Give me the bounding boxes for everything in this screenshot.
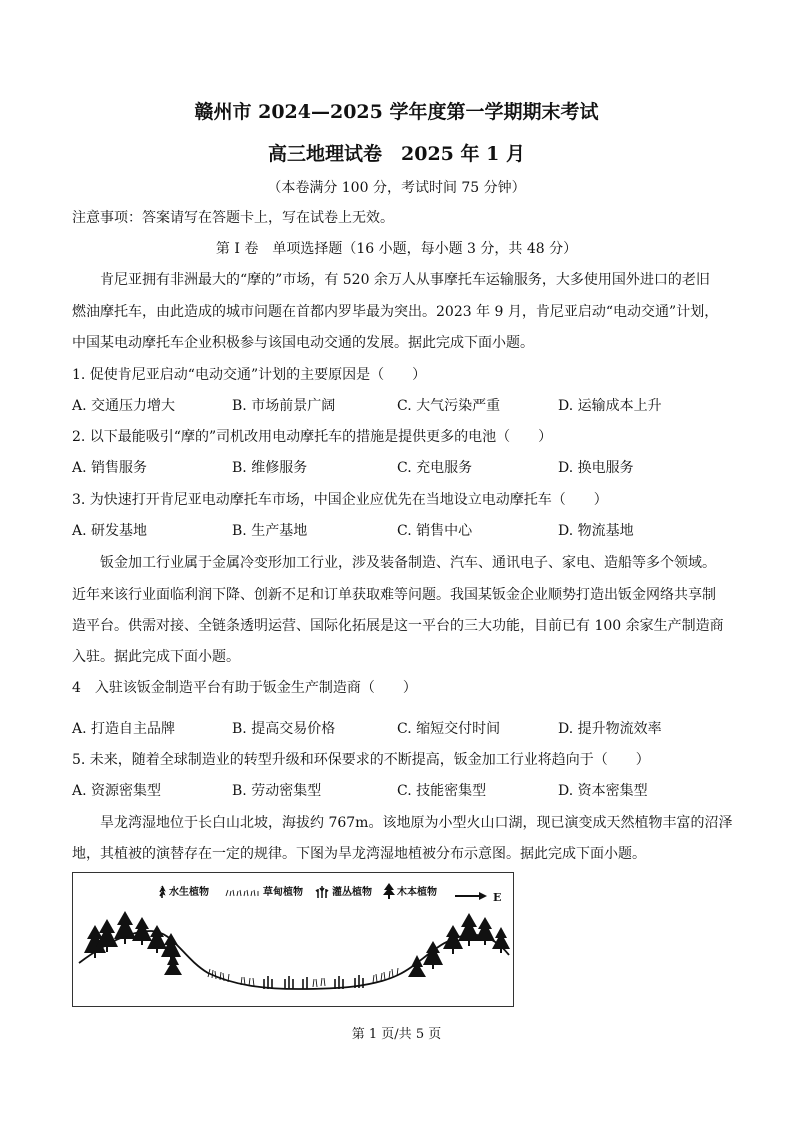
option-b: B. 市场前景广阔 (232, 398, 336, 414)
option-b: B. 劳动密集型 (232, 783, 322, 799)
option-a: A. 销售服务 (72, 460, 148, 476)
question-options (72, 521, 722, 541)
option-c: C. 缩短交付时间 (397, 721, 501, 737)
question-options (72, 458, 722, 478)
legend-tree: 木本植物 (397, 887, 437, 898)
passage1-line: 肯尼亚拥有非洲最大的“摩的”市场，有 520 余万人从事摩托车运输服务，大多使用国外进口的老旧 (100, 272, 710, 288)
passage3-line: 旱龙湾湿地位于长白山北坡，海拔约 767m。该地原为小型火山口湖，现已演变成天然植物丰富的沼泽 (100, 815, 733, 831)
legend-direction: E (493, 891, 502, 904)
legend-aquatic: 水生植物 (169, 887, 209, 898)
exam-info: （本卷满分 100 分，考试时间 75 分钟） (267, 180, 526, 196)
option-b: B. 维修服务 (232, 460, 308, 476)
valley-vegetation (73, 873, 512, 1005)
page-footer: 第 1 页/共 5 页 (351, 1027, 442, 1042)
option-d: D. 运输成本上升 (558, 398, 662, 414)
option-a: A. 资源密集型 (72, 783, 162, 799)
question-stem: 4 入驻该钣金制造平台有助于钣金生产制造商（ ） (72, 680, 417, 696)
option-d: D. 换电服务 (558, 460, 634, 476)
option-b: B. 提高交易价格 (232, 721, 336, 737)
legend-herb: 草甸植物 (263, 887, 303, 898)
wetland-vegetation-diagram (72, 872, 514, 1007)
option-c: C. 充电服务 (397, 460, 473, 476)
question-stem: 2. 以下最能吸引“摩的”司机改用电动摩托车的措施是提供更多的电池（ ） (72, 429, 553, 445)
passage3-line: 地，其植被的演替存在一定的规律。下图为旱龙湾湿地植被分布示意图。据此完成下面小题。 (72, 846, 646, 862)
passage1-line: 燃油摩托车，由此造成的城市问题在首都内罗毕最为突出。2023 年 9 月，肯尼亚启动“电动交通”计划， (72, 304, 719, 320)
section-title: 第 I 卷 单项选择题（16 小题，每小题 3 分，共 48 分） (215, 241, 578, 257)
exam-subtitle: 高三地理试卷 2025 年 1 月 (268, 143, 525, 165)
option-d: D. 资本密集型 (558, 783, 648, 799)
option-a: A. 研发基地 (72, 523, 148, 539)
question-stem: 3. 为快速打开肯尼亚电动摩托车市场，中国企业应优先在当地设立电动摩托车（ ） (72, 492, 608, 508)
passage2-line: 钣金加工行业属于金属冷变形加工行业，涉及装备制造、汽车、通讯电子、家电、造船等多个领域。 (100, 555, 716, 571)
question-stem: 1. 促使肯尼亚启动“电动交通”计划的主要原因是（ ） (72, 367, 427, 383)
option-a: A. 打造自主品牌 (72, 721, 176, 737)
option-d: D. 物流基地 (558, 523, 634, 539)
question-stem: 5. 未来，随着全球制造业的转型升级和环保要求的不断提高，钣金加工行业将趋向于（ ） (72, 752, 650, 768)
question-options (72, 719, 722, 739)
legend-shrub: 灌丛植物 (332, 887, 372, 898)
option-d: D. 提升物流效率 (558, 721, 662, 737)
option-b: B. 生产基地 (232, 523, 308, 539)
exam-title: 赣州市 2024—2025 学年度第一学期期末考试 (194, 101, 599, 123)
question-options (72, 781, 722, 801)
option-a: A. 交通压力增大 (72, 398, 176, 414)
passage2-line: 造平台。供需对接、全链条透明运营、国际化拓展是这一平台的三大功能，目前已有 100 余家生产制造商 (72, 618, 724, 634)
notice: 注意事项：答案请写在答题卡上，写在试卷上无效。 (72, 210, 394, 226)
option-c: C. 大气污染严重 (397, 398, 501, 414)
option-c: C. 销售中心 (397, 523, 473, 539)
passage1-line: 中国某电动摩托车企业积极参与该国电动交通的发展。据此完成下面小题。 (72, 335, 534, 351)
passage2-line: 入驻。据此完成下面小题。 (72, 649, 240, 665)
option-c: C. 技能密集型 (397, 783, 487, 799)
question-options (72, 396, 722, 416)
passage2-line: 近年来该行业面临利润下降、创新不足和订单获取难等问题。我国某钣金企业顺势打造出钣金网络共享制 (72, 587, 716, 603)
